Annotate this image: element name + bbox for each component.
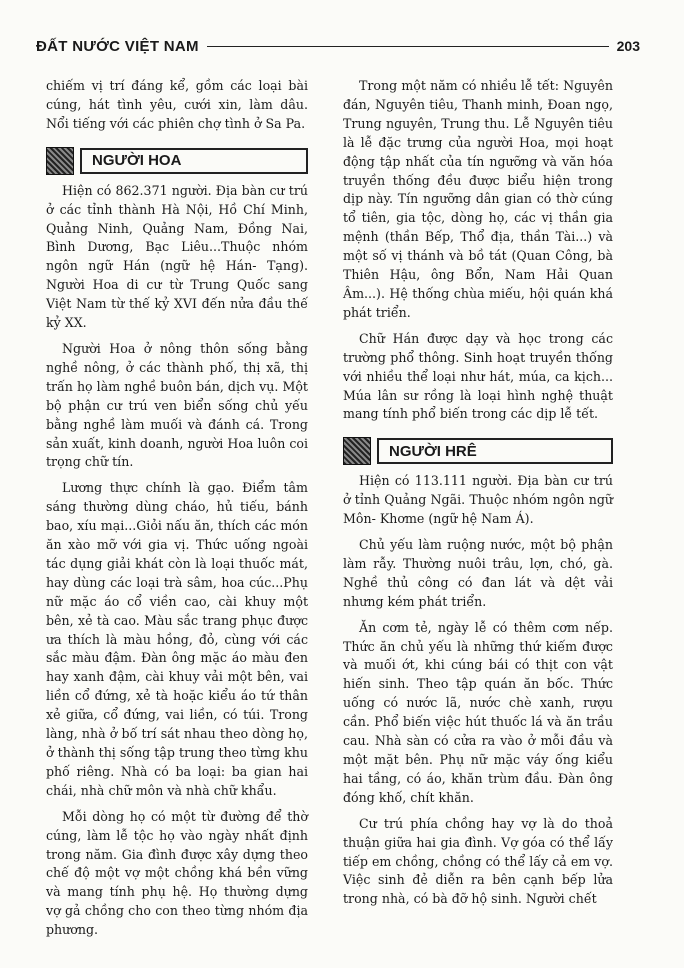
section-title-box	[80, 148, 308, 174]
section-title-box	[377, 438, 613, 464]
paragraph: Chữ Hán được dạy và học trong các trường phổ thông. Sinh hoạt truyền thống với nhiều thể loại như hát, múa, ca kịch... Múa lân sư rồng là loại hình nghệ thuật mang tính phổ biến trong các dịp lễ tết.	[343, 330, 613, 422]
paragraph: Hiện có 862.371 người. Địa bàn cư trú ở các tỉnh thành Hà Nội, Hồ Chí Minh, Quảng Ninh, Quảng Nam, Đồng Nai, Bình Dương, Bạc Liêu...Thuộc nhóm ngôn ngữ Hán (ngữ hệ Hán- Tạng). Người Hoa di cư từ Trung Quốc sang Việt Nam từ thế kỷ XVI đến nửa đầu thế kỷ XX.	[46, 182, 308, 331]
section-header-nguoi-hoa	[46, 146, 308, 176]
intro-paragraph: chiếm vị trí đáng kể, gồm các loại bài cúng, hát tình yêu, cưới xin, làm dâu. Nổi tiếng với các phiên chợ tình ở Sa Pa.	[46, 78, 308, 131]
ethnic-emblem-icon	[46, 147, 74, 175]
paragraph: Chủ yếu làm ruộng nước, một bộ phận làm rẫy. Thường nuôi trâu, lợn, chó, gà. Nghề thủ công có đan lát và dệt vải nhưng kém phát triển.	[343, 537, 613, 609]
paragraph: Mỗi dòng họ có một từ đường để thờ cúng, làm lễ tộc họ vào ngày nhất định trong năm. Gia đình được xây dựng theo chế độ một vợ một chồng khá bền vững và mang tính phụ hệ. Họ thường dựng vợ gả chồng cho con theo từng nhóm địa phương.	[46, 808, 308, 938]
paragraph: Người Hoa ở nông thôn sống bằng nghề nông, ở các thành phố, thị xã, thị trấn họ làm nghề buôn bán, dịch vụ. Một bộ phận cư trú ven biển sống chủ yếu bằng nghề làm muối và đánh cá. Trong sản xuất, kinh doanh, người Hoa luôn coi trọng chữ tín.	[46, 340, 308, 470]
paragraph: Trong một năm có nhiều lễ tết: Nguyên đán, Nguyên tiêu, Thanh minh, Đoan ngọ, Trung nguyên, Trung thu. Lễ Nguyên tiêu là lễ đặc trưng của người Hoa, mọi hoạt động tập nhất của tín ngưỡng và văn hóa truyền thống đều được biểu hiện trong dịp này. Tín ngưỡng dân gian có thờ cúng tổ tiên, gia tộc, dòng họ, các vị thần gia mệnh (thần Bếp, Thổ địa, thần Tài...) và một số vị thánh và bồ tát (Quan Công, bà Thiên Hậu, ông Bổn, Nam Hải Quan Âm...). Hệ thống chùa miếu, hội quán khá phát triển.	[343, 78, 613, 320]
section-title: NGƯỜI HRÊ	[389, 442, 477, 460]
running-head	[36, 36, 640, 56]
running-title: ĐẤT NƯỚC VIỆT NAM	[36, 37, 199, 55]
ethnic-emblem-icon	[343, 437, 371, 465]
page-number: 203	[616, 38, 640, 54]
paragraph: Lương thực chính là gạo. Điểm tâm sáng thường dùng cháo, hủ tiếu, bánh bao, xíu mại...Giỏi nấu ăn, thích các món ăn xào mỡ với gia vị. Thức uống ngoài tác dụng giải khát còn là loại thuốc mát, hay dùng các loại trà sâm, hoa cúc...Phụ nữ mặc áo cổ viền cao, cài khuy một bên, xẻ tà cao. Màu sắc trang phục được ưa thích là màu hồng, đỏ, cùng với các sắc màu đậm. Đàn ông mặc áo màu đen hay xanh đậm, cài khuy vải một bên, vai liền cổ đứng, xẻ tà hoặc kiểu áo tứ thân xẻ giữa, cổ đứng, vai liền, có túi. Trong làng, nhà ở bố trí sát nhau theo dòng họ, ở thành thị sống tập trung theo từng khu phố riêng. Nhà có ba loại: ba gian hai chái, nhà chữ môn và nhà chữ khẩu.	[46, 480, 308, 798]
right-column	[343, 77, 613, 916]
header-rule	[207, 46, 609, 47]
paragraph: Hiện có 113.111 người. Địa bàn cư trú ở tỉnh Quảng Ngãi. Thuộc nhóm ngôn ngữ Môn- Khơme (ngữ hệ Nam Á).	[343, 473, 613, 527]
paragraph: Ăn cơm tẻ, ngày lễ có thêm cơm nếp. Thức ăn chủ yếu là những thứ kiếm được và muối ớt, khi cúng bái có thịt con vật hiến sinh. Theo tập quán ăn bốc. Thức uống có nước lã, nước chè xanh, rượu cần. Phổ biến việc hút thuốc lá và ăn trầu cau. Nhà sàn có cửa ra vào ở mỗi đầu và một mặt bên. Phụ nữ mặc váy ống kiểu hai tầng, có áo, khăn trùm đầu. Đàn ông đóng khố, chít khăn.	[343, 619, 613, 805]
section-title: NGƯỜI HOA	[92, 152, 182, 170]
paragraph: Cư trú phía chồng hay vợ là do thoả thuận giữa hai gia đình. Vợ góa có thể lấy tiếp em chồng, chồng có thể lấy cả em vợ. Việc sinh đẻ diễn ra bên cạnh bếp lửa trong nhà, có bà đỡ hộ sinh. Người chết	[343, 815, 613, 907]
left-column	[46, 77, 308, 947]
section-header-nguoi-hre	[343, 436, 613, 466]
